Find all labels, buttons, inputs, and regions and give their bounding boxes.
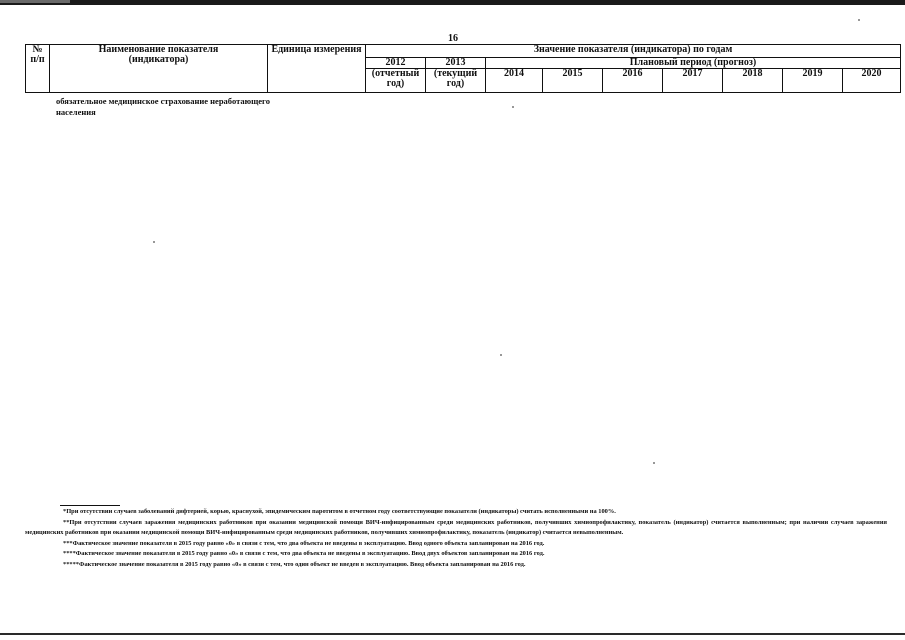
year-plan-header: 2018 <box>723 69 783 93</box>
year-2013-note: (текущий год) <box>426 69 486 93</box>
footnote: ***Фактическое значение показателя в 2015 году равно «0» в связи с тем, что два объекта не введены в эксплуатацию. Ввод одного объекта запланирован на 2016 год. <box>63 539 545 547</box>
scan-speck <box>512 106 514 108</box>
year-2013-header: 2013 <box>426 58 486 69</box>
scan-top-border <box>0 0 905 5</box>
scan-speck <box>653 462 655 464</box>
scan-speck <box>153 241 155 243</box>
footnote: **При отсутствии случаев заражения медицинских работников при оказании медицинской помощи ВИЧ-инфицированным среди медицинских работников, получивших химиопрофилактику, показатель (индикатор) считается выполненным; при наличии случаев заражения медицинских работников при оказании медицинской помощи ВИЧ-инфицированным среди медицинских работников, получивших химиопрофилактику, показатель (индикатор) считается невыполненным. <box>25 518 887 536</box>
year-plan-header: 2019 <box>783 69 843 93</box>
year-2012-note: (отчетный год) <box>366 69 426 93</box>
year-plan-header: 2014 <box>486 69 543 93</box>
scan-speck <box>858 19 860 21</box>
scan-bottom-border <box>0 633 905 635</box>
footnotes-block <box>25 507 887 570</box>
column-values-header: Значение показателя (индикатора) по годам <box>366 45 901 58</box>
column-name-header: Наименование показателя (индикатора) <box>50 45 268 93</box>
year-plan-header: 2015 <box>543 69 603 93</box>
footnote: *****Фактическое значение показателя в 2015 году равно «0» в связи с тем, что один объект не введен в эксплуатацию. Ввод объекта запланирован на 2016 год. <box>63 560 526 568</box>
footnote: *При отсутствии случаев заболеваний дифтерией, корью, краснухой, эпидемическим паротитом в отчетном году соответствующие показатели (индикаторы) считать исполненными на 100%. <box>63 508 616 515</box>
year-2012-header: 2012 <box>366 58 426 69</box>
indicator-table-header <box>25 44 901 93</box>
scan-top-border-tip <box>0 0 70 3</box>
footnote: ****Фактическое значение показателя в 2015 году равно «0» в связи с тем, что два объекта не введены в эксплуатацию. Ввод двух объектов запланирован на 2016 год. <box>63 550 545 557</box>
scan-speck <box>500 354 502 356</box>
plan-period-header: Плановый период (прогноз) <box>486 58 901 69</box>
year-plan-header: 2020 <box>843 69 901 93</box>
column-unit-header: Единица измерения <box>268 45 366 93</box>
footnote-separator <box>60 505 120 506</box>
column-number-header: № п/п <box>26 45 50 93</box>
year-plan-header: 2016 <box>603 69 663 93</box>
page-number: 16 <box>448 33 458 44</box>
year-plan-header: 2017 <box>663 69 723 93</box>
indicator-continuation-text: обязательное медицинское страхование неработающего населения <box>56 96 270 117</box>
